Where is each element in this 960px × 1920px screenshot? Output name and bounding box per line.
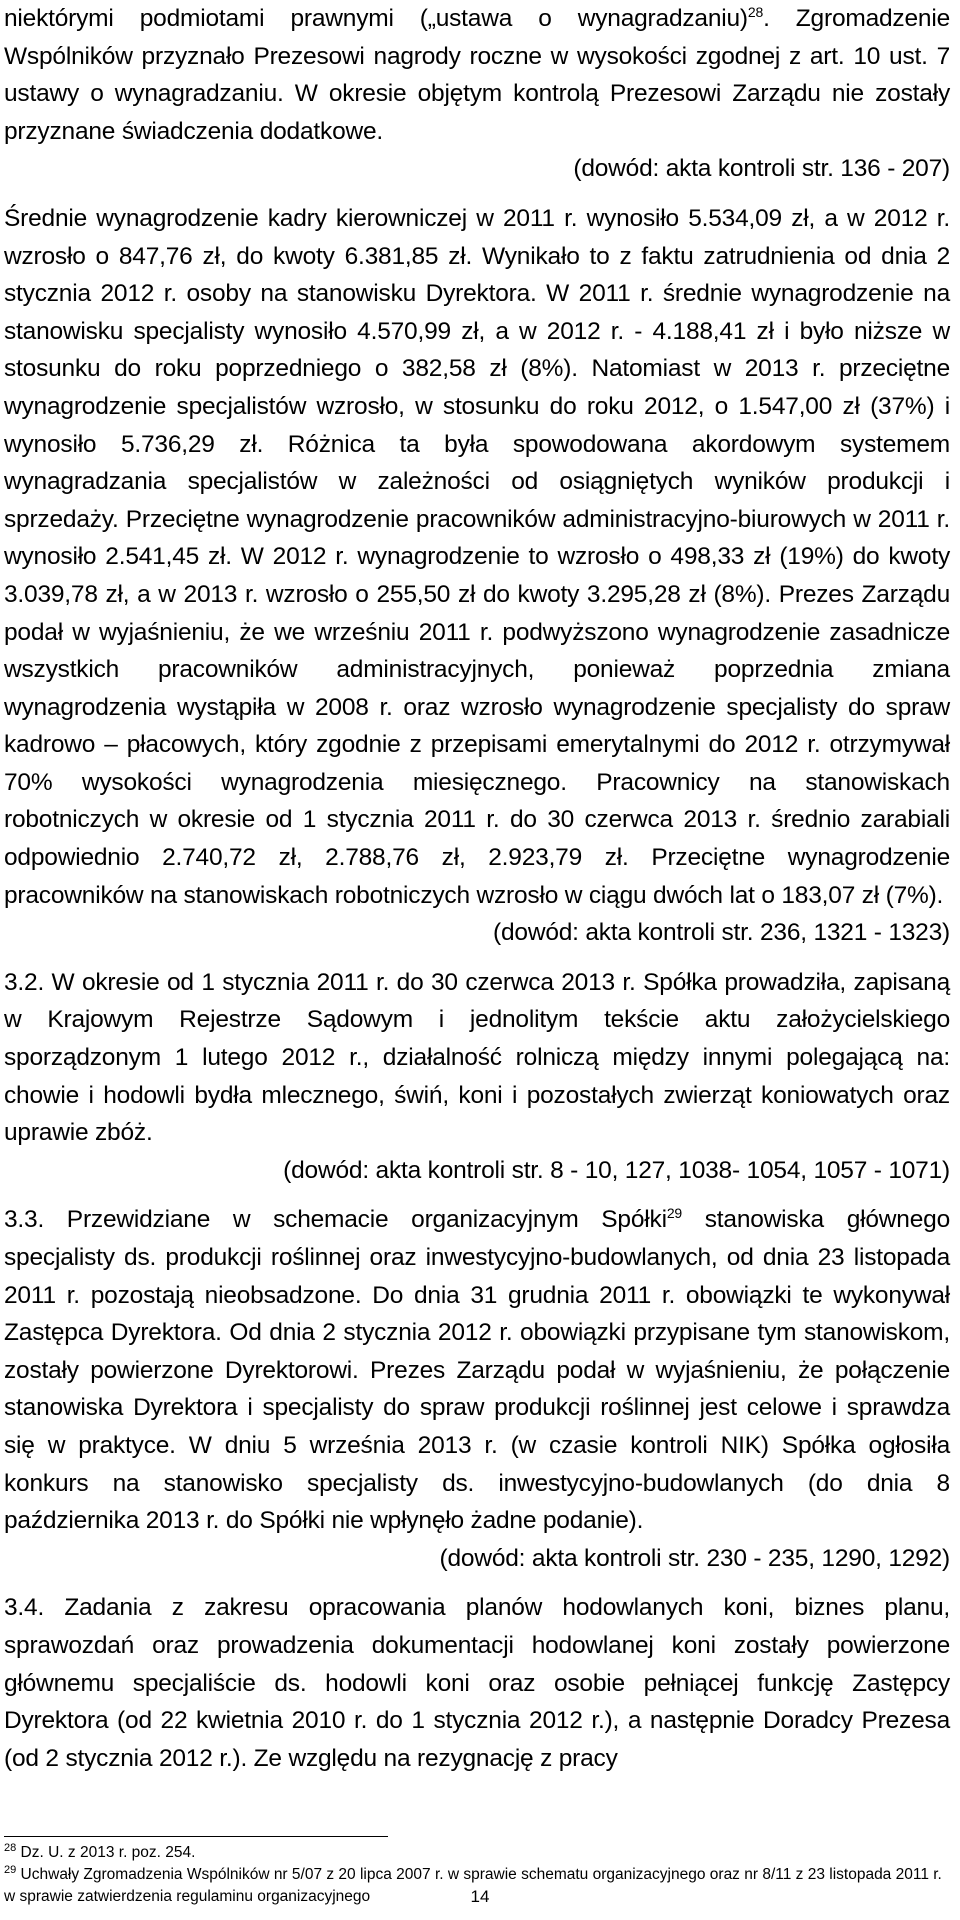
paragraph-intro-text: niektórymi podmiotami prawnymi („ustawa o wynagradzaniu) [4, 5, 748, 32]
paragraph-intro [4, 0, 950, 150]
evidence-reference: (dowód: akta kontroli str. 136 - 207) [573, 155, 950, 183]
section-3-3 [4, 1201, 950, 1539]
footnote-number: 29 [4, 1863, 17, 1876]
footnote-ref-28[interactable]: 28 [747, 3, 764, 20]
footnote-ref-29[interactable]: 29 [666, 1205, 683, 1222]
page-number: 14 [470, 1887, 490, 1906]
section-3-2: 3.2. W okresie od 1 stycznia 2011 r. do 30 czerwca 2013 r. Spółka prowadziła, zapisaną w Krajowym Rejestrze Sądowym i jednolitym tekście aktu założycielskiego sporządzonym 1 lutego 2012 r., działalność rolniczą między innymi polegającą na: chowie i hodowli bydła mlecznego, świń, koni i pozostałych zwierząt koniowatych oraz uprawie zbóż. [4, 968, 950, 1147]
footnote-text: Dz. U. z 2013 r. poz. 254. [16, 1844, 196, 1861]
footnote-text: Uchwały Zgromadzenia Wspólników nr 5/07 z 20 lipca 2007 r. w sprawie schematu organizacyjnego oraz nr 8/11 z 23 listopada 2011 r. w sprawie zatwierdzenia regulaminu organizacyjnego [4, 1866, 942, 1905]
evidence-reference: (dowód: akta kontroli str. 8 - 10, 127, 1038- 1054, 1057 - 1071) [283, 1156, 950, 1184]
footnote-separator [4, 1836, 388, 1837]
section-3-3-text: 3.3. Przewidziane w schemacie organizacyjnym Spółki [4, 1206, 667, 1234]
evidence-reference: (dowód: akta kontroli str. 230 - 235, 1290, 1292) [439, 1544, 950, 1572]
paragraph-salaries: Średnie wynagrodzenie kadry kierowniczej w 2011 r. wynosiło 5.534,09 zł, a w 2012 r. wzrosło o 847,76 zł, do kwoty 6.381,85 zł. Wynikało to z faktu zatrudnienia od dnia 2 stycznia 2012 r. osoby na stanowisku Dyrektora. W 2011 r. średnie wynagrodzenie na stanowisku specjalisty wynosiło 4.570,99 zł, a w 2012 r. - 4.188,41 zł i było niższe w stosunku do roku poprzedniego o 382,58 zł (8%). Natomiast w 2013 r. przeciętne wynagrodzenie specjalistów wzrosło, w stosunku do roku 2012, o 1.547,00 zł (37%) i wynosiło 5.736,29 zł. Różnica ta była spowodowana akordowym systemem wynagradzania specjalistów w zależności od osiągniętych wyników produkcji i sprzedaży. Przeciętne wynagrodzenie pracowników administracyjno-biurowych w 2011 r. wynosiło 2.541,45 zł. W 2012 r. wynagrodzenie to wzrosło o 498,33 zł (19%) do kwoty 3.039,78 zł, a w 2013 r. wzrosło o 255,50 zł do kwoty 3.295,28 zł (8%). Prezes Zarządu podał w wyjaśnieniu, że we wrześniu 2011 r. podwyższono wynagrodzenie zasadnicze wszystkich pracowników administracyjnych, ponieważ poprzednia zmiana wynagrodzenia wystąpiła w 2008 r. oraz wzrosło wynagrodzenie specjalisty do spraw kadrowo – płacowych, który zgodnie z przepisami emerytalnymi do 2012 r. otrzymywał 70% wysokości wynagrodzenia miesięcznego. Pracownicy na stanowiskach robotniczych w okresie od 1 stycznia 2011 r. do 30 czerwca 2013 r. średnio zarabiali odpowiednio 2.740,72 zł, 2.788,76 zł, 2.923,79 zł. Przeciętne wynagrodzenie pracowników na stanowiskach robotniczych wzrosło w ciągu dwóch lat o 183,07 zł (7%). [4, 204, 950, 909]
evidence-reference: (dowód: akta kontroli str. 236, 1321 - 1323) [493, 919, 950, 947]
section-3-4: 3.4. Zadania z zakresu opracowania planów hodowlanych koni, biznes planu, sprawozdań oraz prowadzenia dokumentacji hodowlanej koni zostały powierzone głównemu specjaliście ds. hodowli koni oraz osobie pełniącej funkcję Zastępcy Dyrektora (od 22 kwietnia 2010 r. do 1 stycznia 2012 r.), a następnie Doradcy Prezesa (od 2 stycznia 2012 r.). Ze względu na rezygnację z pracy [4, 1594, 950, 1772]
footnote-28 [4, 1842, 950, 1864]
paragraph-intro-text-continued: . Zgromadzenie Wspólników przyznało Prezesowi nagrody roczne w wysokości zgodnej z art. 10 ust. 7 ustawy o wynagradzaniu. W okresie objętym kontrolą Prezesowi Zarządu nie zostały przyznane świadczenia dodatkowe. [4, 5, 950, 145]
footnote-number: 28 [4, 1841, 17, 1854]
section-3-3-text-continued: stanowiska głównego specjalisty ds. produkcji roślinnej oraz inwestycyjno-budowlanych, od dnia 23 listopada 2011 r. pozostają nieobsadzone. Do dnia 31 grudnia 2011 r. obowiązki te wykonywał Zastępca Dyrektora. Od dnia 2 stycznia 2012 r. obowiązki przypisane tym stanowiskom, zostały powierzone Dyrektorowi. Prezes Zarządu podał w wyjaśnieniu, że połączenie stanowiska Dyrektora i specjalisty do spraw produkcji roślinnej jest celowe i sprawdza się w praktyce. W dniu 5 września 2013 r. (w czasie kontroli NIK) Spółka ogłosiła konkurs na stanowisko specjalisty ds. inwestycyjno-budowlanych (do dnia 8 października 2013 r. do Spółki nie wpłynęło żadne podanie). [4, 1206, 950, 1535]
